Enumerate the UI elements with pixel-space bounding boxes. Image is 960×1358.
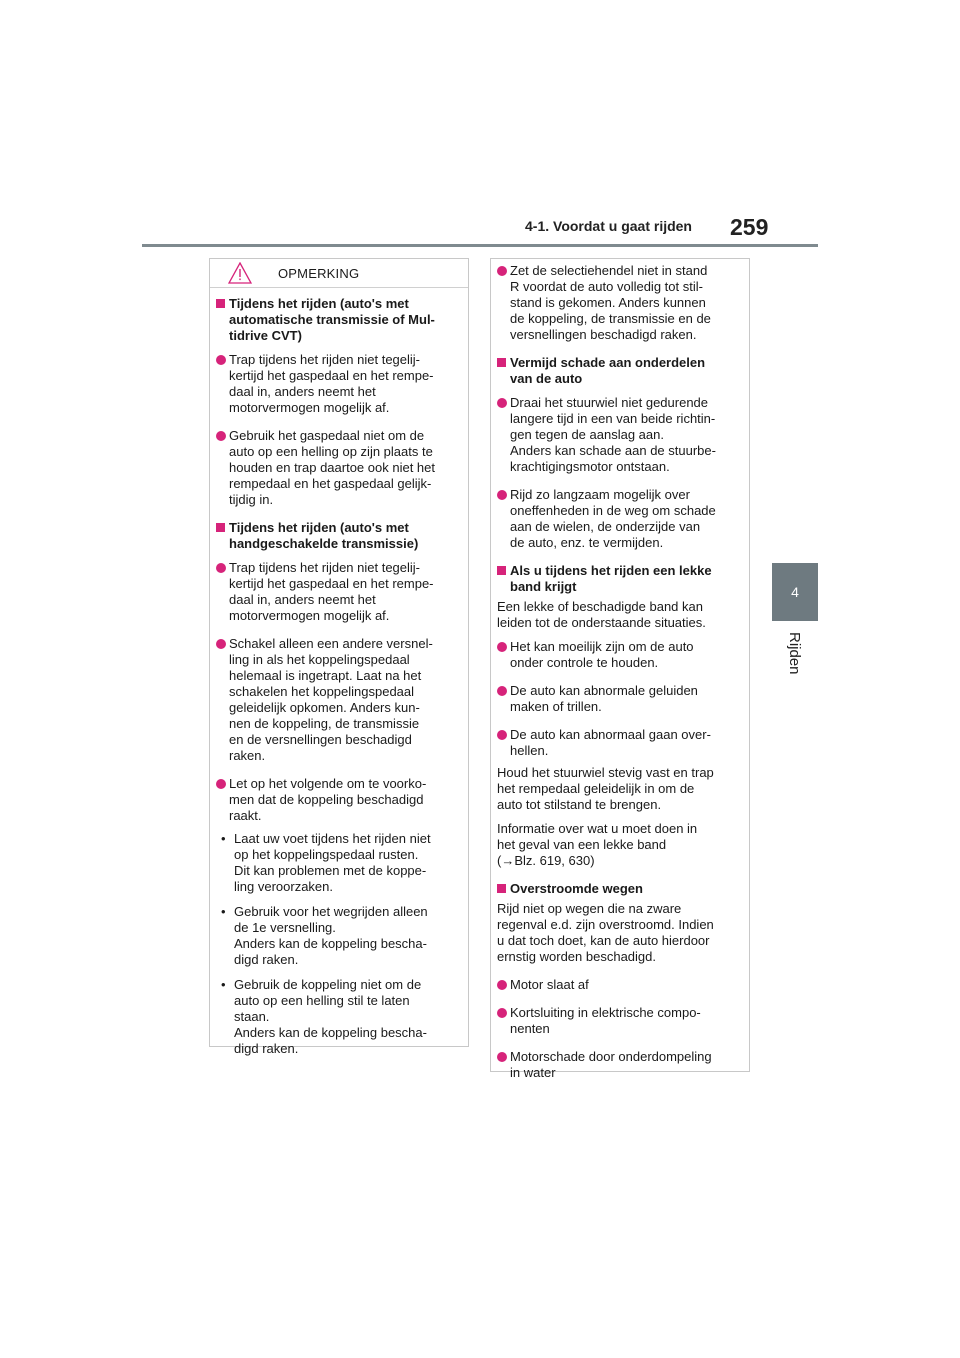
text-line: staan. [234, 1009, 270, 1024]
text-line: langere tijd in een van beide richtin- [510, 411, 716, 426]
text-line: motorvermogen mogelijk af. [229, 608, 390, 623]
text-line: de koppeling, de transmissie en de [510, 311, 711, 326]
dot-bullet: • [221, 977, 226, 992]
bullet-item [497, 1049, 739, 1081]
square-bullet-icon [497, 566, 506, 575]
paragraph [497, 765, 739, 813]
round-bullet-icon [497, 730, 507, 740]
text-line: Gebruik de koppeling niet om de [234, 977, 422, 992]
text-line: Motorschade door onderdompeling [510, 1049, 712, 1064]
bullet-item [497, 639, 739, 671]
text-line: Anders kan de koppeling bescha- [234, 1025, 427, 1040]
paragraph [497, 901, 739, 965]
text-line: Dit kan problemen met de koppe- [234, 863, 427, 878]
text-line: ling veroorzaken. [234, 879, 333, 894]
text-line: maken of trillen. [510, 699, 602, 714]
text-line: Het kan moeilijk zijn om de auto [510, 639, 694, 654]
square-bullet-icon [216, 523, 225, 532]
heading-manual [216, 520, 458, 552]
chapter-label: Rijden [786, 632, 803, 675]
text-line: kertijd het gaspedaal en het rempe- [229, 576, 434, 591]
round-bullet-icon [216, 563, 226, 573]
text-line: motorvermogen mogelijk af. [229, 400, 390, 415]
text-line: Let op het volgende om te voorko- [229, 776, 427, 791]
text-line: houden en trap daartoe ook niet het [229, 460, 435, 475]
text-line: men dat de koppeling beschadigd [229, 792, 424, 807]
paragraph [497, 599, 739, 631]
section-title: 4-1. Voordat u gaat rijden [525, 218, 692, 234]
text-line: kertijd het gaspedaal en het rempe- [229, 368, 434, 383]
round-bullet-icon [216, 779, 226, 789]
round-bullet-icon [216, 431, 226, 441]
bullet-item [497, 727, 739, 759]
bullet-item [497, 683, 739, 715]
text-line: het rempedaal geleidelijk in om de [497, 781, 695, 796]
warning-header [210, 259, 468, 288]
text-line: van de auto [510, 371, 583, 386]
round-bullet-icon [497, 266, 507, 276]
text-line: Een lekke of beschadigde band kan [497, 599, 703, 614]
text-line: regenval e.d. zijn overstroomd. Indien [497, 917, 714, 932]
text-line: R voordat de auto volledig tot stil- [510, 279, 703, 294]
text-line: Rijd niet op wegen die na zware [497, 901, 682, 916]
round-bullet-icon [497, 1008, 507, 1018]
square-bullet-icon [497, 358, 506, 367]
text-line: Gebruik het gaspedaal niet om de [229, 428, 425, 443]
text-line: auto op een helling stil te laten [234, 993, 410, 1008]
text-line: en de versnellingen beschadigd [229, 732, 412, 747]
text-line: auto tot stilstand te brengen. [497, 797, 662, 812]
text-line: digd raken. [234, 1041, 299, 1056]
square-bullet-icon [497, 884, 506, 893]
text-line: ernstig worden beschadigd. [497, 949, 656, 964]
text-line: ling in als het koppelingspedaal [229, 652, 410, 667]
text-line: De auto kan abnormaal gaan over- [510, 727, 711, 742]
bullet-item [216, 560, 458, 624]
round-bullet-icon [497, 642, 507, 652]
heading-automatic [216, 296, 458, 344]
round-bullet-icon [216, 639, 226, 649]
header-divider [142, 244, 818, 247]
text-line: Houd het stuurwiel stevig vast en trap [497, 765, 714, 780]
text-line: auto op een helling op zijn plaats te [229, 444, 433, 459]
round-bullet-icon [497, 980, 507, 990]
text-line: Tijdens het rijden (auto's met [229, 520, 409, 535]
text-line: daal in, anders neemt het [229, 384, 376, 399]
text-line: schakelen het koppelingspedaal [229, 684, 415, 699]
text-line: Vermijd schade aan onderdelen [510, 355, 706, 370]
sub-item [216, 831, 458, 895]
bullet-item [216, 636, 458, 764]
warning-box-left [209, 258, 469, 1056]
bullet-item [216, 428, 458, 508]
round-bullet-icon [497, 1052, 507, 1062]
sub-item [216, 977, 458, 1057]
text-line: geleidelijk opkomen. Anders kun- [229, 700, 420, 715]
dot-bullet: • [221, 831, 226, 846]
text-line: u dat toch doet, kan de auto hierdoor [497, 933, 710, 948]
text-line: Overstroomde wegen [510, 881, 643, 896]
text-line: nen de koppeling, de transmissie [229, 716, 420, 731]
page-number: 259 [730, 214, 769, 240]
warning-triangle-icon [228, 262, 252, 284]
text-line: het geval van een lekke band [497, 837, 667, 852]
text-line: daal in, anders neemt het [229, 592, 376, 607]
text-line: Draai het stuurwiel niet gedurende [510, 395, 709, 410]
text-line: Motor slaat af [510, 977, 589, 992]
heading-damage [497, 355, 739, 387]
bullet-item [497, 395, 739, 475]
text-line: handgeschakelde transmissie) [229, 536, 419, 551]
chapter-tab[interactable]: 4 [772, 563, 818, 621]
text-line: Zet de selectiehendel niet in stand [510, 263, 708, 278]
text-line: versnellingen beschadigd raken. [510, 327, 697, 342]
text-line: tijdig in. [229, 492, 274, 507]
text-line: de 1e versnelling. [234, 920, 336, 935]
paragraph [497, 821, 739, 869]
sub-item [216, 904, 458, 968]
bullet-item [497, 1005, 739, 1037]
text-line: rempedaal en het gaspedaal gelijk- [229, 476, 432, 491]
text-line: aan de wielen, de onderzijde van [510, 519, 701, 534]
bullet-item [497, 263, 739, 343]
text-line: Trap tijdens het rijden niet tegelij- [229, 560, 421, 575]
text-line: Laat uw voet tijdens het rijden niet [234, 831, 431, 846]
text-line: (→Blz. 619, 630) [497, 853, 595, 868]
text-line: oneffenheden in de weg om schade [510, 503, 716, 518]
warning-box-right [490, 258, 750, 1080]
square-bullet-icon [216, 299, 225, 308]
text-line: digd raken. [234, 952, 299, 967]
text-line: Gebruik voor het wegrijden alleen [234, 904, 428, 919]
text-line: Schakel alleen een andere versnel- [229, 636, 433, 651]
heading-flooded [497, 881, 739, 897]
text-line: hellen. [510, 743, 549, 758]
text-line: Tijdens het rijden (auto's met [229, 296, 409, 311]
bullet-item [497, 977, 739, 993]
dot-bullet: • [221, 904, 226, 919]
warning-label: OPMERKING [278, 265, 360, 281]
text-line: De auto kan abnormale geluiden [510, 683, 698, 698]
text-line: tidrive CVT) [229, 328, 302, 343]
round-bullet-icon [497, 686, 507, 696]
text-line: nenten [510, 1021, 550, 1036]
text-line: band krijgt [510, 579, 577, 594]
bullet-item [216, 776, 458, 824]
round-bullet-icon [497, 490, 507, 500]
text-line: raken. [229, 748, 266, 763]
text-line: Kortsluiting in elektrische compo- [510, 1005, 701, 1020]
heading-flat-tire [497, 563, 739, 595]
round-bullet-icon [497, 398, 507, 408]
text-line: Informatie over wat u moet doen in [497, 821, 698, 836]
text-line: Anders kan schade aan de stuurbe- [510, 443, 716, 458]
text-line: onder controle te houden. [510, 655, 659, 670]
text-line: raakt. [229, 808, 262, 823]
text-line: Trap tijdens het rijden niet tegelij- [229, 352, 421, 367]
text-line: leiden tot de onderstaande situaties. [497, 615, 706, 630]
round-bullet-icon [216, 355, 226, 365]
bullet-item [497, 487, 739, 551]
text-line: stand is gekomen. Anders kunnen [510, 295, 706, 310]
text-line: op het koppelingspedaal rusten. [234, 847, 419, 862]
bullet-item [216, 352, 458, 416]
text-line: krachtigingsmotor ontstaan. [510, 459, 670, 474]
text-line: in water [510, 1065, 556, 1080]
text-line: automatische transmissie of Mul- [229, 312, 435, 327]
text-line: Rijd zo langzaam mogelijk over [510, 487, 690, 502]
text-line: gen tegen de aanslag aan. [510, 427, 664, 442]
text-line: Anders kan de koppeling bescha- [234, 936, 427, 951]
text-line: helemaal is ingetrapt. Laat na het [229, 668, 422, 683]
text-line: Als u tijdens het rijden een lekke [510, 563, 712, 578]
text-line: de auto, enz. te vermijden. [510, 535, 664, 550]
